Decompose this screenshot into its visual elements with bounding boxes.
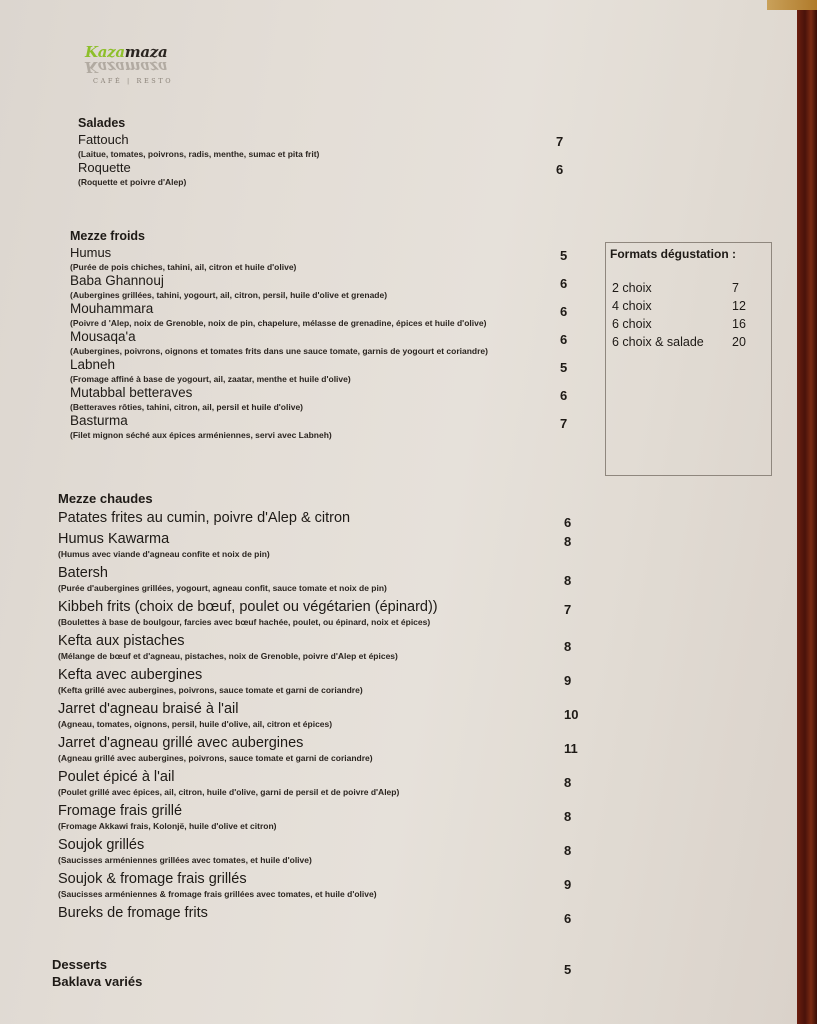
item-price: 9 bbox=[564, 877, 572, 892]
item-price: 8 bbox=[564, 775, 572, 790]
section-title: Mezze froids bbox=[70, 229, 146, 243]
item-description: (Roquette et poivre d'Alep) bbox=[78, 177, 187, 187]
menu-item bbox=[70, 385, 580, 413]
tasting-row-price: 12 bbox=[732, 299, 746, 313]
item-price: 8 bbox=[564, 534, 572, 549]
menu-item bbox=[58, 531, 588, 560]
menu-item bbox=[70, 413, 580, 441]
menu-item bbox=[70, 245, 580, 273]
tasting-row-label: 6 choix bbox=[612, 317, 652, 331]
item-name: Labneh bbox=[70, 357, 116, 372]
item-description: (Saucisses arméniennes & fromage frais grillées avec tomates, et huile d'olive) bbox=[58, 889, 377, 899]
menu-item bbox=[70, 329, 580, 357]
tasting-row-label: 2 choix bbox=[612, 281, 652, 295]
menu-item bbox=[58, 905, 588, 926]
tasting-row-label: 4 choix bbox=[612, 299, 652, 313]
section-mezze-froids bbox=[70, 229, 580, 441]
item-description: (Agneau, tomates, oignons, persil, huile d'olive, ail, citron et épices) bbox=[58, 719, 333, 729]
item-name: Roquette bbox=[78, 160, 131, 175]
item-price: 7 bbox=[556, 134, 564, 149]
item-description: (Fromage Akkawi frais, Kolonjë, huile d'olive et citron) bbox=[58, 821, 277, 831]
item-name: Batersh bbox=[58, 565, 108, 581]
item-price: 6 bbox=[564, 515, 572, 530]
item-name: Humus Kawarma bbox=[58, 531, 170, 547]
item-name: Kibbeh frits (choix de bœuf, poulet ou végétarien (épinard)) bbox=[58, 599, 438, 615]
item-name: Humus bbox=[70, 245, 112, 260]
item-price: 8 bbox=[564, 809, 572, 824]
tasting-formats-box bbox=[605, 242, 772, 476]
item-name: Poulet épicé à l'ail bbox=[58, 769, 175, 785]
item-name: Patates frites au cumin, poivre d'Alep & citron bbox=[58, 510, 351, 526]
item-description: (Mélange de bœuf et d'agneau, pistaches, noix de Grenoble, poivre d'Alep et épices) bbox=[58, 651, 398, 661]
item-price: 7 bbox=[560, 416, 568, 431]
item-name: Fattouch bbox=[78, 132, 129, 147]
item-description: (Aubergines grillées, tahini, yogourt, ail, citron, persil, huile d'olive et grenade) bbox=[70, 290, 388, 300]
item-price: 9 bbox=[564, 673, 572, 688]
item-name: Jarret d'agneau braisé à l'ail bbox=[58, 701, 239, 717]
menu-item bbox=[58, 565, 588, 594]
item-price: 6 bbox=[560, 332, 568, 347]
item-price: 6 bbox=[560, 276, 568, 291]
item-price: 6 bbox=[556, 162, 564, 177]
item-price: 10 bbox=[564, 707, 579, 722]
section-title: Salades bbox=[78, 116, 126, 130]
item-price: 7 bbox=[564, 602, 572, 617]
tasting-row-price: 7 bbox=[732, 281, 739, 295]
menu-item bbox=[58, 599, 588, 628]
item-description: (Laitue, tomates, poivrons, radis, menthe, sumac et pita frit) bbox=[78, 149, 320, 159]
item-name: Kefta avec aubergines bbox=[58, 667, 203, 683]
item-description: (Purée de pois chiches, tahini, ail, citron et huile d'olive) bbox=[70, 262, 297, 272]
item-description: (Poulet grillé avec épices, ail, citron, huile d'olive, garni de persil et de poivre d'Alep) bbox=[58, 787, 400, 797]
tasting-box-title: Formats dégustation : bbox=[610, 247, 737, 261]
item-price: 5 bbox=[560, 248, 568, 263]
menu-item bbox=[58, 769, 588, 798]
item-description: (Purée d'aubergines grillées, yogourt, agneau confit, sauce tomate et noix de pin) bbox=[58, 583, 387, 593]
item-name: Soujok & fromage frais grillés bbox=[58, 871, 247, 887]
item-name: Bureks de fromage frits bbox=[58, 905, 208, 921]
logo-word-kaza: Kaza bbox=[85, 43, 125, 61]
item-price: 6 bbox=[560, 304, 568, 319]
menu-item bbox=[58, 735, 588, 764]
item-name: Kefta aux pistaches bbox=[58, 633, 185, 649]
logo-reflection-part1: Kaza bbox=[85, 58, 125, 76]
logo-reflection-part2: maza bbox=[124, 58, 168, 76]
item-description: (Saucisses arméniennes grillées avec tomates, et huile d'olive) bbox=[58, 855, 312, 865]
item-price: 8 bbox=[564, 843, 572, 858]
menu-item bbox=[58, 633, 588, 662]
wooden-frame-edge bbox=[797, 0, 817, 1024]
item-price: 5 bbox=[564, 962, 572, 977]
menu-item bbox=[70, 273, 580, 301]
menu-item bbox=[70, 301, 580, 329]
item-description: (Boulettes à base de boulgour, farcies avec bœuf hachée, poulet, ou épinard, noix et épices) bbox=[58, 617, 431, 627]
wooden-frame-corner bbox=[767, 0, 817, 10]
menu-item bbox=[58, 667, 588, 696]
menu-item bbox=[58, 837, 588, 866]
item-price: 11 bbox=[564, 741, 578, 756]
item-price: 5 bbox=[560, 360, 568, 375]
logo-tagline: CAFÉ | RESTO bbox=[93, 77, 174, 85]
item-description: (Betteraves rôties, tahini, citron, ail, persil et huile d'olive) bbox=[70, 402, 303, 412]
logo-reflection bbox=[85, 60, 195, 74]
menu-item bbox=[70, 357, 580, 385]
restaurant-logo bbox=[85, 44, 195, 85]
item-description: (Kefta grillé avec aubergines, poivrons, sauce tomate et garni de coriandre) bbox=[58, 685, 363, 695]
item-name: Basturma bbox=[70, 413, 128, 428]
tasting-row-price: 16 bbox=[732, 317, 746, 331]
tasting-row-label: 6 choix & salade bbox=[612, 335, 704, 349]
item-name: Fromage frais grillé bbox=[58, 803, 183, 819]
item-description: (Poivre d 'Alep, noix de Grenoble, noix de pin, chapelure, mélasse de grenadine, épices et huile d'olive) bbox=[70, 318, 487, 328]
item-description: (Filet mignon séché aux épices arméniennes, servi avec Labneh) bbox=[70, 430, 332, 440]
section-title: Mezze chaudes bbox=[58, 491, 153, 506]
item-name: Mousaqa'a bbox=[70, 329, 136, 344]
item-name: Mouhammara bbox=[70, 301, 154, 316]
item-price: 8 bbox=[564, 573, 572, 588]
item-price: 6 bbox=[560, 388, 568, 403]
item-price: 6 bbox=[564, 911, 572, 926]
menu-item bbox=[78, 132, 588, 160]
item-name: Baklava variés bbox=[52, 974, 143, 989]
logo-word-maza: maza bbox=[124, 43, 168, 61]
menu-item bbox=[58, 701, 588, 730]
item-name: Soujok grillés bbox=[58, 837, 145, 853]
section-mezze-chaudes bbox=[58, 491, 588, 926]
section-title: Desserts bbox=[52, 957, 107, 972]
section-desserts bbox=[52, 957, 582, 990]
item-description: (Humus avec viande d'agneau confite et noix de pin) bbox=[58, 549, 270, 559]
item-description: (Fromage affiné à base de yogourt, ail, zaatar, menthe et huile d'olive) bbox=[70, 374, 351, 384]
section-salades bbox=[78, 116, 588, 188]
item-name: Baba Ghannouj bbox=[70, 273, 164, 288]
item-description: (Agneau grillé avec aubergines, poivrons, sauce tomate et garni de coriandre) bbox=[58, 753, 373, 763]
menu-item bbox=[58, 803, 588, 832]
menu-item bbox=[58, 510, 588, 531]
menu-item bbox=[58, 871, 588, 900]
item-name: Jarret d'agneau grillé avec aubergines bbox=[58, 735, 304, 751]
menu-item bbox=[78, 160, 588, 188]
item-description: (Aubergines, poivrons, oignons et tomates frits dans une sauce tomate, garnis de yogourt et coriandre) bbox=[70, 346, 488, 356]
item-name: Mutabbal betteraves bbox=[70, 385, 193, 400]
tasting-row-price: 20 bbox=[732, 335, 746, 349]
item-price: 8 bbox=[564, 639, 572, 654]
